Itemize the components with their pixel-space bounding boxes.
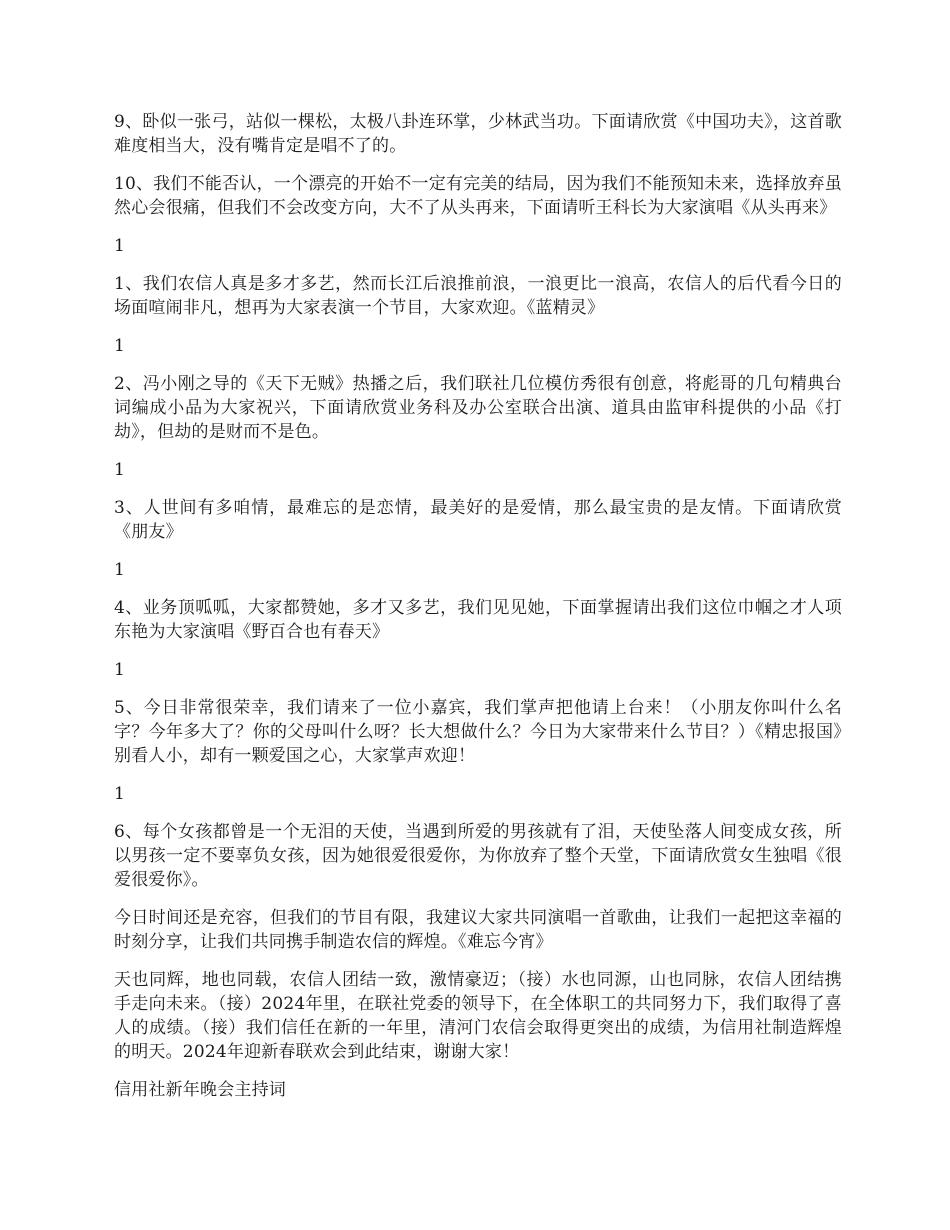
- paragraph-item-5: 5、今日非常很荣幸，我们请来了一位小嘉宾，我们掌声把他请上台来！（小朋友你叫什么名字？今年多大了？你的父母叫什么呀？长大想做什么？今日为大家带来什么节目？）《精忠报国》别看人小，却有一颗爱国之心，大家掌声欢迎！: [114, 698, 842, 766]
- paragraph-closing-song: 今日时间还是充容，但我们的节目有限，我建议大家共同演唱一首歌曲，让我们一起把这幸福的时刻分享，让我们共同携手制造农信的辉煌。《难忘今宵》: [114, 908, 842, 952]
- paragraph-item-1: 1、我们农信人真是多才多艺，然而长江后浪推前浪，一浪更比一浪高，农信人的后代看今日的场面喧闹非凡，想再为大家表演一个节目，大家欢迎。《蓝精灵》: [114, 274, 842, 318]
- page-number-marker: 1: [114, 784, 125, 804]
- page-number-marker: 1: [114, 560, 125, 580]
- paragraph-item-9: 9、卧似一张弓，站似一棵松，太极八卦连环掌，少林武当功。下面请欣赏《中国功夫》，这首歌难度相当大，没有嘴肯定是唱不了的。: [114, 112, 842, 156]
- paragraph-item-6: 6、每个女孩都曾是一个无泪的天使，当遇到所爱的男孩就有了泪，天使坠落人间变成女孩，所以男孩一定不要辜负女孩，因为她很爱很爱你，为你放弃了整个天堂，下面请欣赏女生独唱《很爱很爱你》。: [114, 822, 842, 890]
- paragraph-closing-remarks: 天也同辉，地也同载，农信人团结一致，激情豪迈；（接）水也同源，山也同脉，农信人团结携手走向未来。（接）2024年里，在联社党委的领导下，在全体职工的共同努力下，我们取得了喜人的成绩。（接）我们信任在新的一年里，清河门农信会取得更突出的成绩，为信用社制造辉煌的明天。2024年迎新春联欢会到此结束，谢谢大家！: [114, 970, 842, 1062]
- page-number-marker: 1: [114, 460, 125, 480]
- paragraph-item-2: 2、冯小刚之导的《天下无贼》热播之后，我们联社几位模仿秀很有创意，将彪哥的几句精典台词编成小品为大家祝兴，下面请欣赏业务科及办公室联合出演、道具由监审科提供的小品《打劫》，但劫的是财而不是色。: [114, 374, 842, 442]
- page-number-marker: 1: [114, 336, 125, 356]
- paragraph-item-3: 3、人世间有多咱情，最难忘的是恋情，最美好的是爱情，那么最宝贵的是友情。下面请欣赏《朋友》: [114, 498, 842, 542]
- document-body: [114, 110, 842, 1116]
- page-number-marker: 1: [114, 660, 125, 680]
- paragraph-item-10: 10、我们不能否认，一个漂亮的开始不一定有完美的结局，因为我们不能预知未来，选择放弃虽然心会很痛，但我们不会改变方向，大不了从头再来，下面请听王科长为大家演唱《从头再来》: [114, 174, 842, 218]
- page-number-marker: 1: [114, 236, 125, 256]
- paragraph-item-4: 4、业务顶呱呱，大家都赞她，多才又多艺，我们见见她，下面掌握请出我们这位巾帼之才人项东艳为大家演唱《野百合也有春天》: [114, 598, 842, 642]
- document-title-footer: 信用社新年晚会主持词: [114, 1080, 286, 1100]
